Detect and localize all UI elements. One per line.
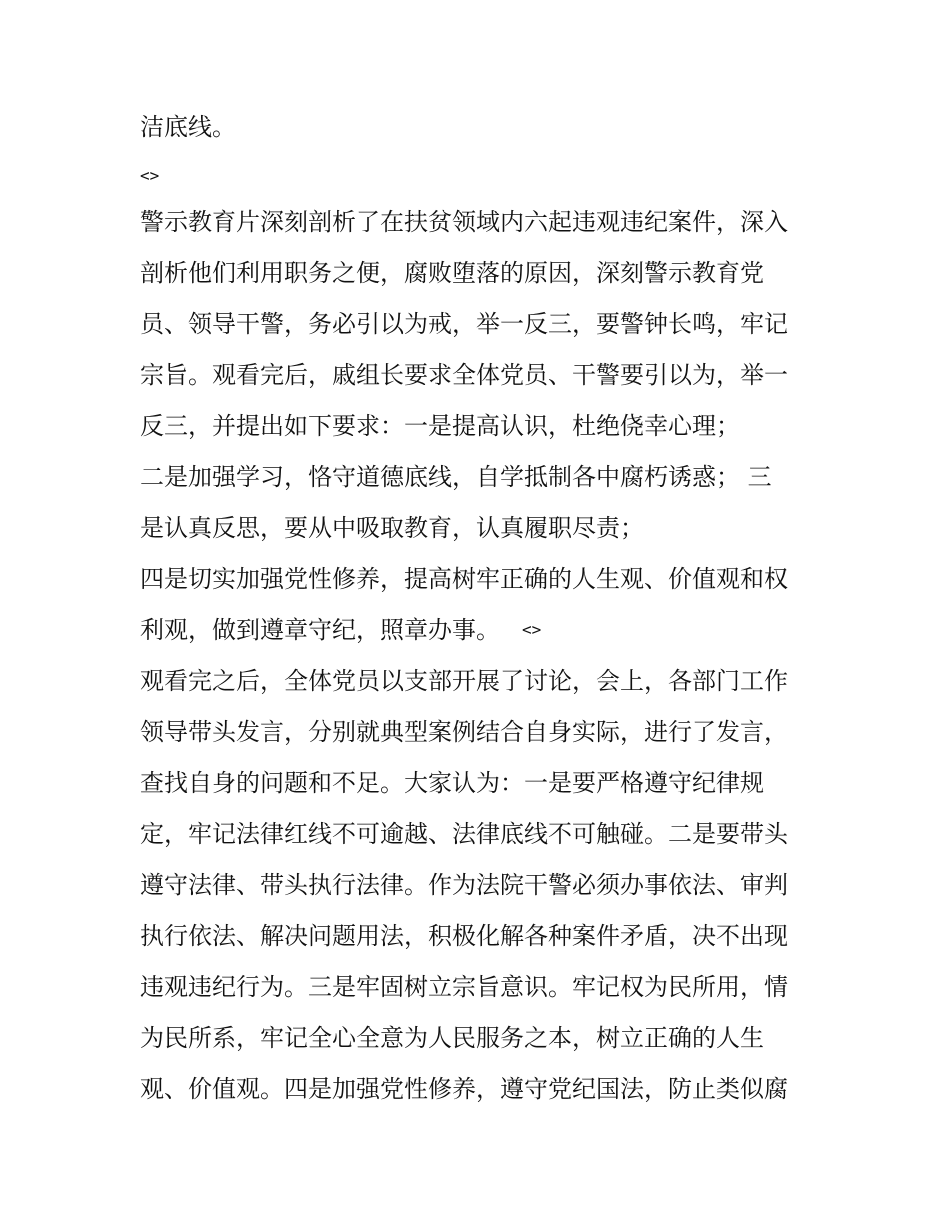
text-line: 遵守法律、带头执行法律。作为法院干警必须办事依法、审判 [140,871,788,899]
text-line: 领导带头发言，分别就典型案例结合自身实际，进行了发言， [140,718,788,746]
paragraph-marker: <> [140,166,160,185]
text-line: 定，牢记法律红线不可逾越、法律底线不可触碰。二是要带头 [140,820,788,848]
text-line: 员、领导干警，务必引以为戒，举一反三，要警钟长鸣，牢记 [140,310,788,338]
text-line: 利观，做到遵章守纪，照章办事。 [140,616,500,644]
text-line: 四是切实加强党性修养，提高树牢正确的人生观、价值观和权 [140,565,788,593]
text-line: 查找自身的问题和不足。大家认为：一是要严格遵守纪律规 [140,769,764,797]
text-line: 为民所系，牢记全心全意为人民服务之本，树立正确的人生 [140,1024,764,1052]
text-line: 反三，并提出如下要求：一是提高认识，杜绝侥幸心理； [140,412,740,440]
paragraph-marker: <> [522,620,542,639]
text-line: 执行依法、解决问题用法，积极化解各种案件矛盾，决不出现 [140,922,788,950]
text-line: 二是加强学习，恪守道德底线，自学抵制各中腐朽诱惑； 三 [140,463,772,491]
text-line: 警示教育片深刻剖析了在扶贫领域内六起违观违纪案件，深入 [140,208,788,236]
text-line: 违观违纪行为。三是牢固树立宗旨意识。牢记权为民所用，情 [140,973,788,1001]
text-line: 剖析他们利用职务之便，腐败堕落的原因，深刻警示教育党 [140,259,764,287]
text-line: 观看完之后，全体党员以支部开展了讨论，会上，各部门工作 [140,667,788,695]
text-line: 观、价值观。四是加强党性修养，遵守党纪国法，防止类似腐 [140,1075,788,1103]
text-line: 洁底线。 [140,113,236,141]
text-line: 是认真反思，要从中吸取教育，认真履职尽责； [140,514,644,542]
text-line: 宗旨。观看完后，戚组长要求全体党员、干警要引以为，举一 [140,361,788,389]
